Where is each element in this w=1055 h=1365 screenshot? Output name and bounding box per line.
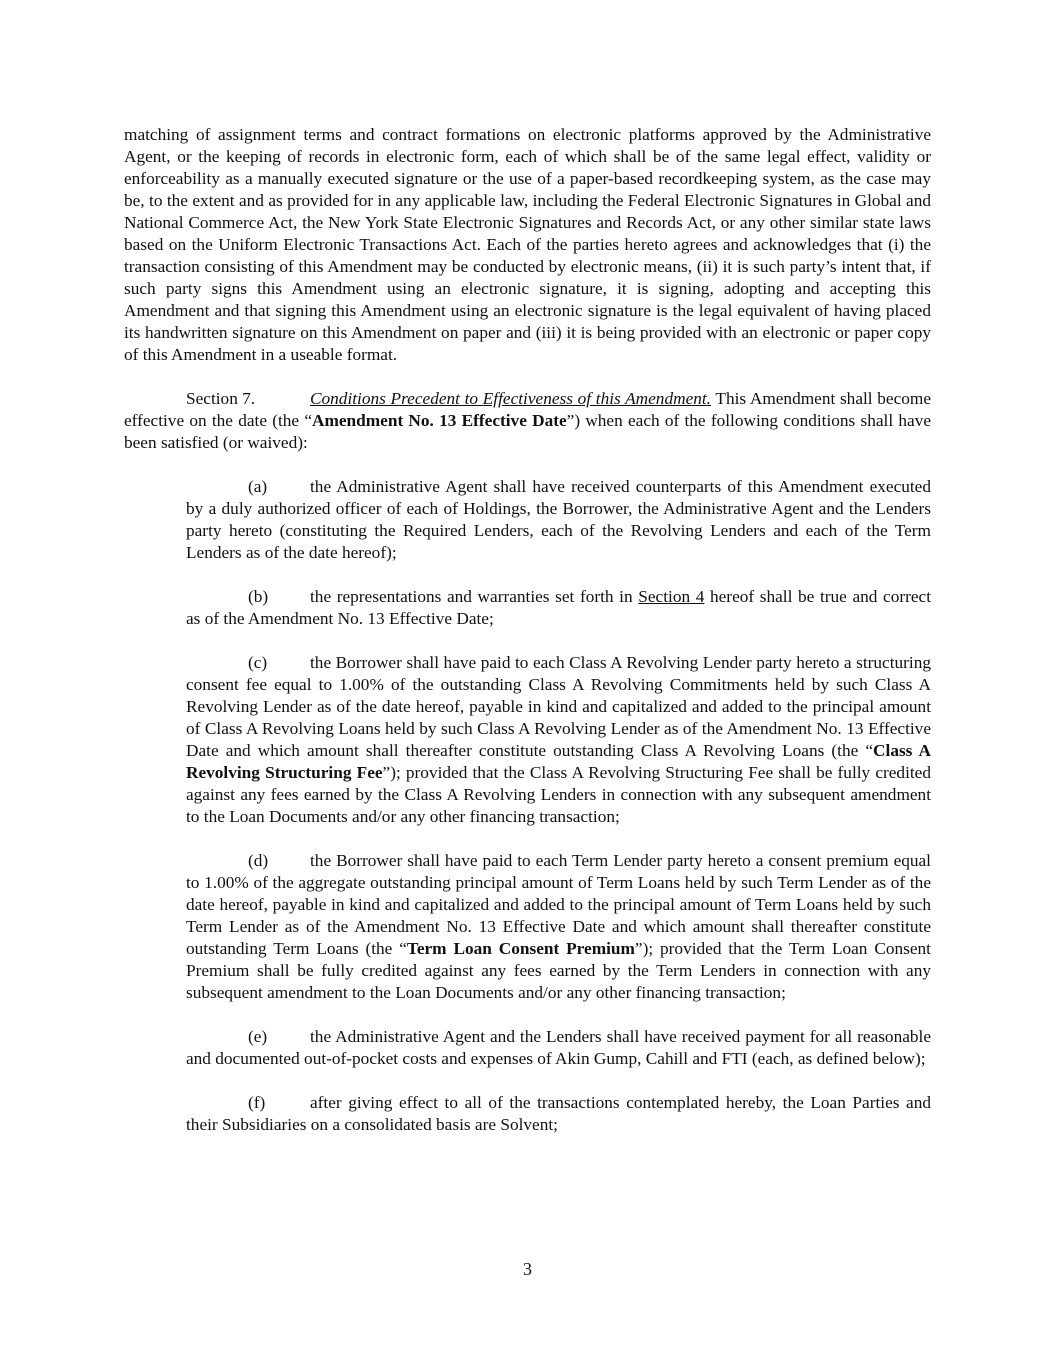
section-7-heading: Conditions Precedent to Effectiveness of this Amendment. [310, 389, 712, 408]
conditions-list [186, 476, 931, 1136]
item-f-label: (f) [248, 1093, 266, 1112]
item-c-defined-term: Class A Revolving Structuring Fee [186, 741, 932, 782]
item-d-defined-term: Term Loan Consent Premium [406, 939, 635, 958]
item-b-text-2: hereof shall be true and correct as of the Amendment No. 13 Effective Date; [186, 587, 931, 628]
condition-item-a [186, 476, 931, 564]
item-e-label: (e) [248, 1027, 268, 1046]
item-b-label: (b) [248, 587, 269, 606]
condition-item-c [186, 652, 931, 828]
document-page [124, 124, 931, 1136]
section-7-defined-term: Amendment No. 13 Effective Date [312, 411, 567, 430]
item-d-text-2: ”); provided that the Term Loan Consent Premium shall be fully credited against any fees earned by the Term Lenders in connection with any subsequent amendment to the Loan Documents and/or any other financing transaction; [186, 939, 931, 1002]
item-a-label: (a) [248, 477, 268, 496]
section-4-reference: Section 4 [638, 587, 705, 606]
section-7-text-1: This Amendment shall become effective on the date (the “ [124, 389, 932, 430]
item-d-text-1: the Borrower shall have paid to each Term Lender party hereto a consent premium equal to 1.00% of the aggregate outstanding principal amount of Term Loans held by such Term Lender as of the date hereof, payable in kind and capitalized and added to the principal amount of Term Loans held by such Term Lender as of the Amendment No. 13 Effective Date and which amount shall thereafter constitute outstanding Term Loans (the “ [186, 851, 931, 958]
continuation-paragraph: matching of assignment terms and contract formations on electronic platforms approved by the Administrative Agent, or the keeping of records in electronic form, each of which shall be of the same legal effect, validity or enforceability as a manually executed signature or the use of a paper-based recordkeeping system, as the case may be, to the extent and as provided for in any applicable law, including the Federal Electronic Signatures in Global and National Commerce Act, the New York State Electronic Signatures and Records Act, or any other similar state laws based on the Uniform Electronic Transactions Act. Each of the parties hereto agrees and acknowledges that (i) the transaction consisting of this Amendment may be conducted by electronic means, (ii) it is such party’s intent that, if such party signs this Amendment using an electronic signature, it is signing, adopting and accepting this Amendment and that signing this Amendment using an electronic signature is the legal equivalent of having placed its handwritten signature on this Amendment on paper and (iii) it is being provided with an electronic or paper copy of this Amendment in a useable format. [124, 125, 931, 364]
item-f-text: after giving effect to all of the transactions contemplated hereby, the Loan Parties and their Subsidiaries on a consolidated basis are Solvent; [186, 1093, 931, 1134]
condition-item-b [186, 586, 931, 630]
section-7-label: Section 7. [186, 389, 256, 408]
item-b-text-1: the representations and warranties set forth in [310, 587, 639, 606]
condition-item-f [186, 1092, 931, 1136]
condition-item-d [186, 850, 931, 1004]
item-c-text-2: ”); provided that the Class A Revolving Structuring Fee shall be fully credited against any fees earned by the Class A Revolving Lenders in connection with any subsequent amendment to the Loan Documents and/or any other financing transaction; [186, 763, 931, 826]
item-d-label: (d) [248, 851, 269, 870]
item-c-label: (c) [248, 653, 268, 672]
condition-item-e [186, 1026, 931, 1070]
item-a-text: the Administrative Agent shall have received counterparts of this Amendment executed by a duly authorized officer of each of Holdings, the Borrower, the Administrative Agent and the Lenders party hereto (constituting the Required Lenders, each of the Revolving Lenders and each of the Term Lenders as of the date hereof); [186, 477, 931, 562]
section-7-paragraph [124, 388, 931, 454]
item-c-text-1: the Borrower shall have paid to each Class A Revolving Lender party hereto a structuring consent fee equal to 1.00% of the outstanding Class A Revolving Commitments held by such Class A Revolving Lender as of the date hereof, payable in kind and capitalized and added to the principal amount of Class A Revolving Loans held by such Class A Revolving Lender as of the Amendment No. 13 Effective Date and which amount shall thereafter constitute outstanding Class A Revolving Loans (the “ [186, 653, 931, 760]
item-e-text: the Administrative Agent and the Lenders shall have received payment for all reasonable and documented out-of-pocket costs and expenses of Akin Gump, Cahill and FTI (each, as defined below); [186, 1027, 931, 1068]
section-7-text-2: ”) when each of the following conditions shall have been satisfied (or waived): [124, 411, 931, 452]
page-number: 3 [523, 1259, 532, 1279]
